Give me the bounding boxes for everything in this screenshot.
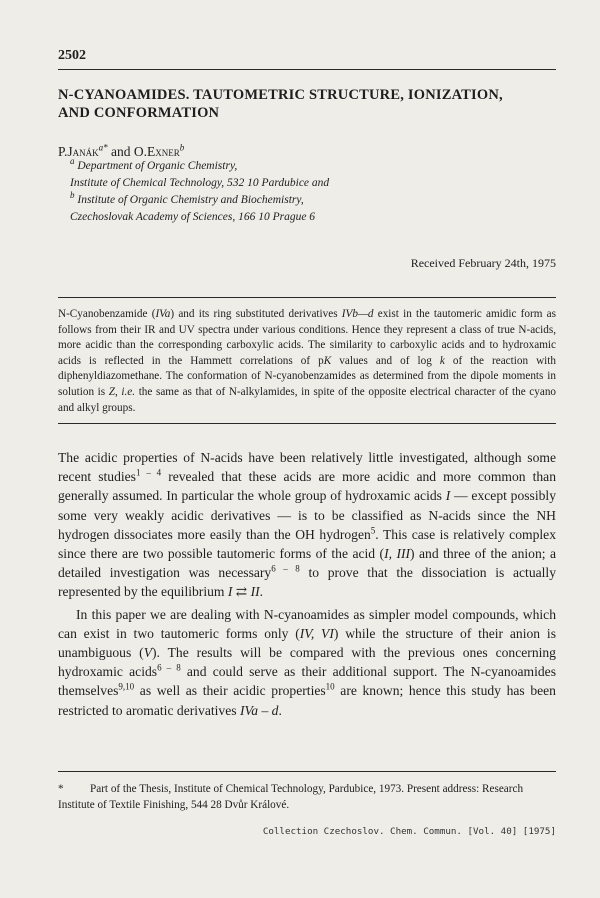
- author-2-marks: b: [179, 142, 185, 153]
- header-rule: [58, 69, 556, 70]
- ref-6-8: 6 – 8: [271, 563, 300, 574]
- affiliations: [70, 158, 329, 226]
- received-date: Received February 24th, 1975: [410, 256, 556, 270]
- title-line-2: AND CONFORMATION: [58, 105, 220, 121]
- ref-1-4: 1 – 4: [135, 467, 162, 478]
- affiliation-a-line-1: $^a$ Department of Organic Chemistry,: [70, 156, 238, 172]
- journal-reference: Collection Czechoslov. Chem. Commun. [Vol. 40] [1975]: [262, 826, 556, 837]
- body-text: [58, 448, 556, 720]
- affiliation-b-line-2: Czechoslovak Academy of Sciences, 166 10 Prague 6: [70, 211, 316, 223]
- ref-9-10: 9,10: [118, 681, 135, 692]
- ref-10: 10: [325, 681, 335, 692]
- ref-6-8: 6 – 8: [157, 662, 181, 673]
- authors-and: and: [107, 144, 134, 159]
- affiliation-a-line-2: Institute of Chemical Technology, 532 10 Pardubice and: [70, 177, 330, 189]
- author-2: O.Exner: [133, 144, 180, 159]
- paragraph-2: In this paper we are dealing with N-cyanoamides as simpler model compounds, which can exist in two tautomeric forms only (IV, VI) while the structure of their anion is unambiguous (V). The results will be compared with the previous ones concerning hydroxamic acids$^{6 - 8}$ and could serve as their additional support. The N-cyanoamides themselves$^{9,10}$ as well as their acidic properties$^{10}$ are known; hence this study has been restricted to aromatic derivatives IVa – d.: [58, 606, 556, 718]
- footnote-text: Part of the Thesis, Institute of Chemical Technology, Pardubice, 1973. Present address: Research Institute of Textile Finishing, 544 28 Dvůr Králové.: [58, 783, 524, 811]
- author-1: P.Janák: [58, 144, 99, 159]
- page-number: 2502: [58, 48, 86, 63]
- footnote: [58, 782, 556, 813]
- paragraph-1: The acidic properties of N-acids have been relatively little investigated, although some recent studies$^{1 - 4}$ revealed that these acids are more acidic and more common than generally assumed. In particular the whole group of hydroxamic acids I — except possibly some very weakly acidic derivatives — is to be classified as N-acids since the NH hydrogen dissociates more easily than the OH hydrogen$^5$. This case is relatively complex since there are two possible tautomeric forms of the acid (I, III) and three of the anion; a detailed investigation was necessary$^{6 - 8}$ to prove that the dissociation is actually represented by the equilibrium I ⇄ II.: [58, 450, 557, 600]
- affiliation-a-mark: a: [70, 156, 75, 167]
- article-title: [58, 86, 538, 122]
- affiliation-b-line-1: $^b$ Institute of Organic Chemistry and Biochemistry,: [70, 190, 304, 206]
- abstract: N-Cyanobenzamide (IVa) and its ring substituted derivatives IVb—d exist in the tautomeric amidic form as follows from their IR and UV spectra under various conditions. Hence they represent a class of true N-acids, more acidic than the corresponding carboxylic acids. The similarity to carboxylic acids and to hydroxamic acids is reflected in the Hammett correlations of pK values and of log k of the reaction with diphenyldiazomethane. The conformation of N-cyanobenzamides as determined from the dipole moments in solution is Z, i.e. the same as that of N-alkylamides, in spite of the opposite electrical character of the cyano and alkyl groups.: [58, 308, 557, 414]
- ref-5: 5: [370, 525, 376, 536]
- footnote-marker: *: [58, 783, 64, 795]
- footnote-rule: [58, 771, 556, 772]
- author-1-marks: a*: [98, 142, 108, 153]
- title-line-1: N-CYANOAMIDES. TAUTOMETRIC STRUCTURE, IONIZATION,: [58, 87, 503, 103]
- abstract-bottom-rule: [58, 423, 556, 424]
- affiliation-b-mark: b: [70, 190, 75, 201]
- abstract-top-rule: [58, 297, 556, 298]
